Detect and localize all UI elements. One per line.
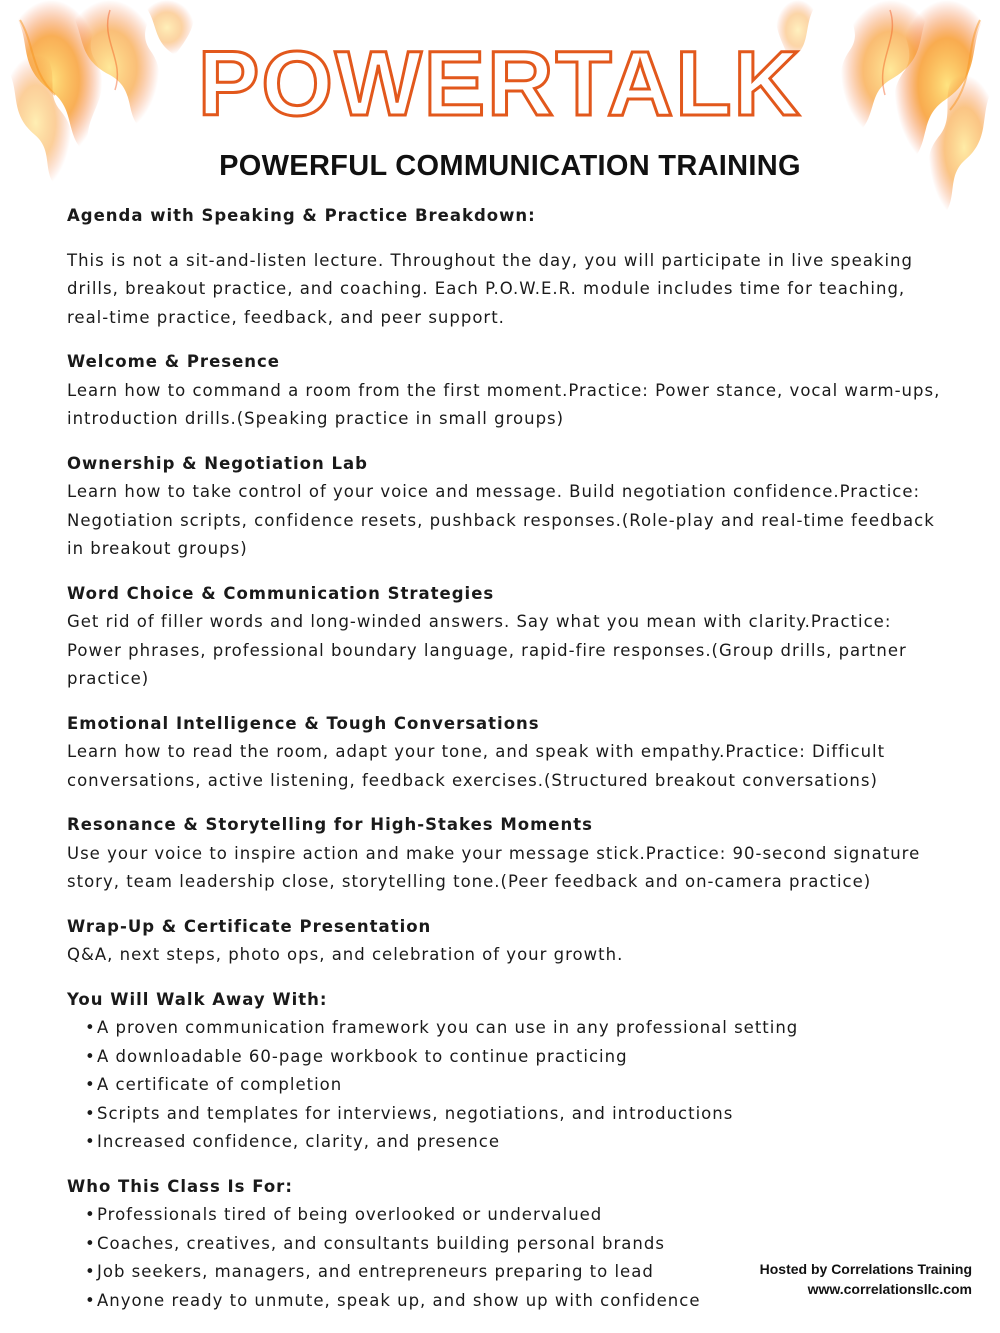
list-item: • Increased confidence, clarity, and presence [97,1128,947,1157]
list-item: • Job seekers, managers, and entrepreneurs preparing to lead [97,1258,947,1287]
takeaways-section [67,986,947,1157]
list-item: • A certificate of completion [97,1071,947,1100]
module-title: Wrap-Up & Certificate Presentation [67,916,432,936]
module-title: Word Choice & Communication Strategies [67,583,495,603]
list-item: • A downloadable 60-page workbook to continue practicing [97,1043,947,1072]
module-description: Get rid of filler words and long-winded answers. Say what you mean with clarity.Practice: Power phrases, professional boundary language, rapid-fire responses.(Group drills, partner practice) [67,612,907,688]
module-wrap-up [67,913,947,970]
module-description: Learn how to take control of your voice and message. Build negotiation confidence.Practice: Negotiation scripts, confidence resets, pushback responses.(Role-play and real-time feedback in breakout groups) [67,482,935,558]
takeaways-list [67,1014,947,1157]
website-link[interactable]: www.correlationsllc.com [807,1281,972,1297]
module-description: Use your voice to inspire action and make your message stick.Practice: 90-second signature story, team leadership close, storytelling tone.(Peer feedback and on-camera practice) [67,843,921,891]
module-emotional-intelligence [67,710,947,796]
module-ownership [67,450,947,564]
list-item: • Coaches, creatives, and consultants building personal brands [97,1230,947,1259]
list-item: • A proven communication framework you can use in any professional setting [97,1014,947,1043]
host-info [700,1259,972,1299]
list-item: • Scripts and templates for interviews, negotiations, and introductions [97,1100,947,1129]
module-description: Learn how to command a room from the first moment.Practice: Power stance, vocal warm-ups, introduction drills.(Speaking practice in small groups) [67,380,941,428]
module-description: Q&A, next steps, photo ops, and celebration of your growth. [67,945,624,964]
host-name: Hosted by Correlations Training [759,1261,972,1277]
module-title: Emotional Intelligence & Tough Conversations [67,713,540,733]
module-welcome [67,348,947,434]
module-resonance [67,811,947,897]
module-title: Welcome & Presence [67,352,280,371]
agenda-intro: This is not a sit-and-listen lecture. Throughout the day, you will participate in live speaking drills, breakout practice, and coaching. Each P.O.W.E.R. module includes time for teaching, real-time practice, feedback, and peer support. [67,250,913,327]
module-title: Ownership & Negotiation Lab [67,453,368,473]
poster-title: POWERTALK [197,33,802,135]
agenda-content [67,202,947,1315]
audience-heading: Who This Class Is For: [67,1176,293,1196]
list-item: • Anyone ready to unmute, speak up, and show up with confidence [97,1287,947,1316]
poster-subtitle: POWERFUL COMMUNICATION TRAINING [219,150,801,182]
takeaways-heading: You Will Walk Away With: [67,989,328,1009]
module-word-choice [67,580,947,694]
module-description: Learn how to read the room, adapt your tone, and speak with empathy.Practice: Difficult conversations, active listening, feedback exercises.(Structured breakout conversations) [67,742,886,790]
agenda-heading: Agenda with Speaking & Practice Breakdown: [67,206,536,225]
module-title: Resonance & Storytelling for High-Stakes Moments [67,815,593,834]
list-item: • Professionals tired of being overlooked or undervalued [97,1201,947,1230]
